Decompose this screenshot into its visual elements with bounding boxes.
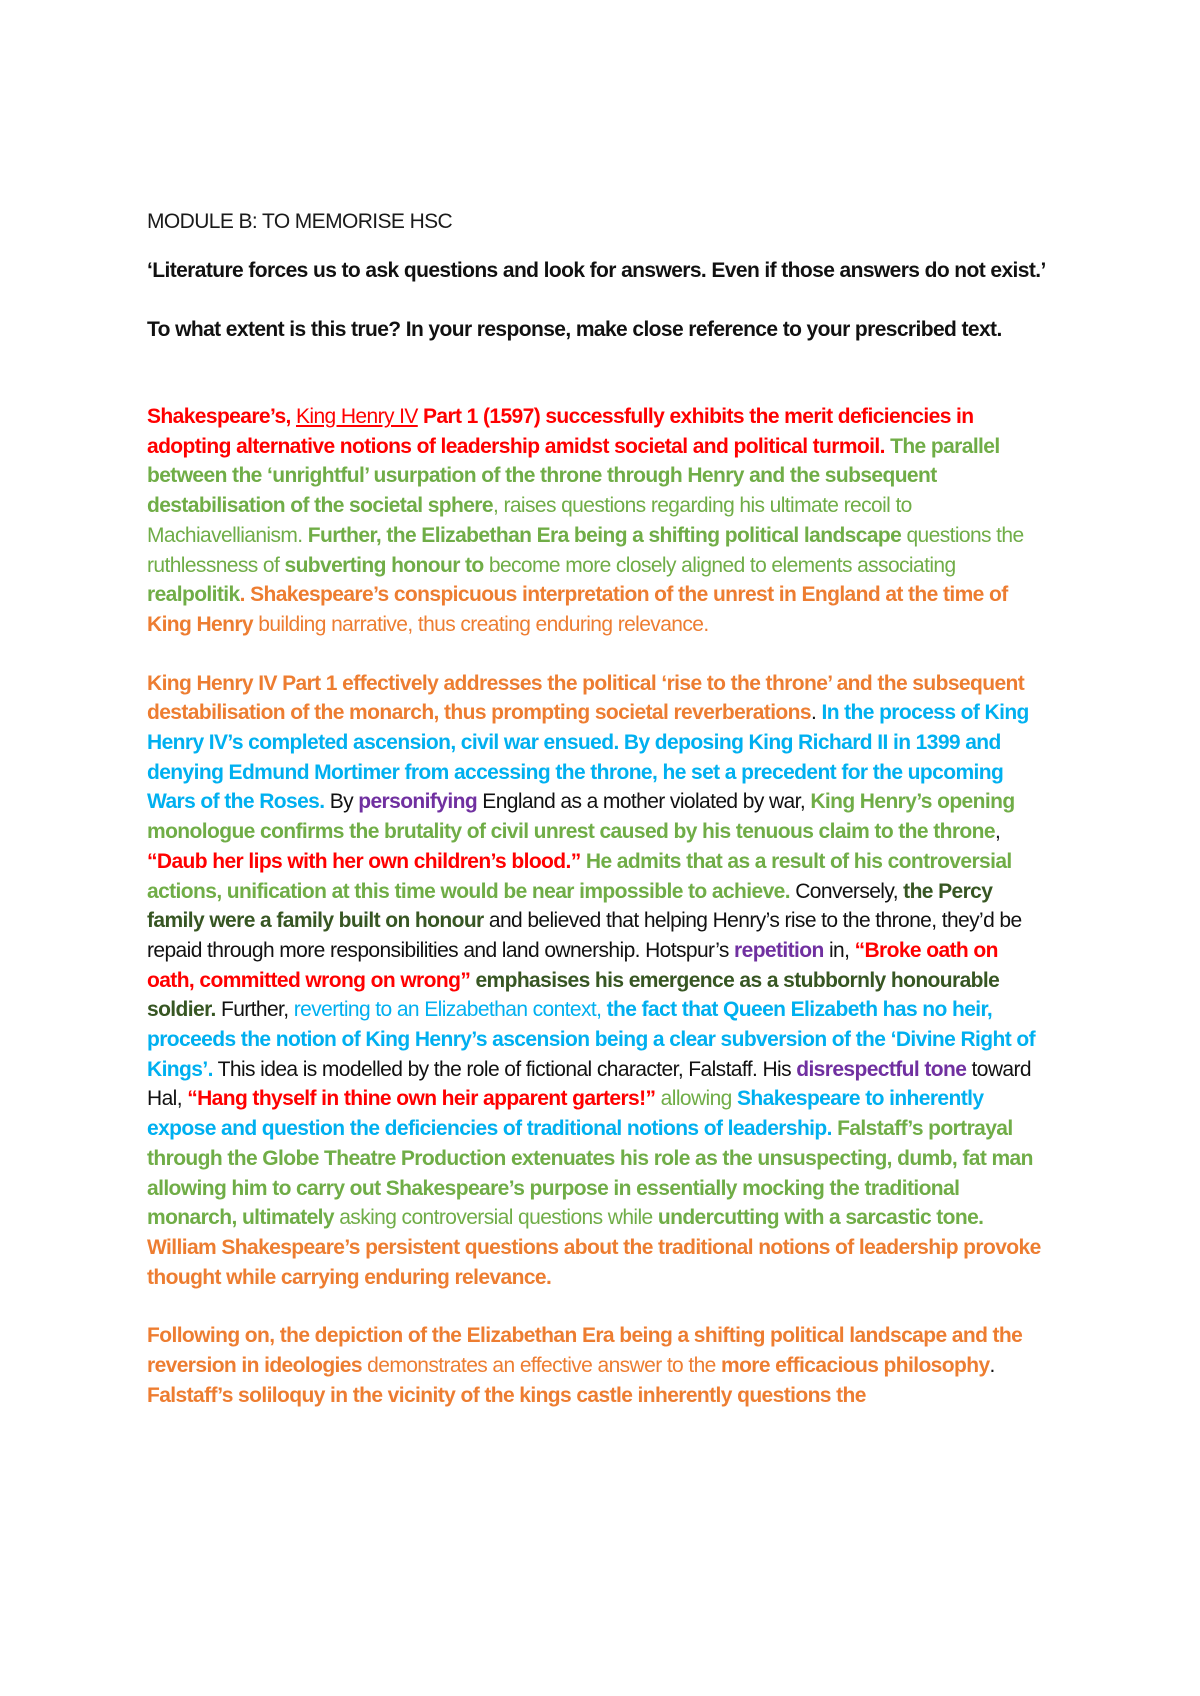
- body-paragraph-introduction: [147, 402, 1050, 640]
- module-heading: MODULE B: TO MEMORISE HSC: [147, 210, 453, 233]
- text-run: toward Hal,: [147, 1057, 1031, 1111]
- text-run: Further,: [215, 998, 294, 1022]
- text-run: building narrative, thus creating enduring relevance.: [253, 612, 709, 636]
- text-run: .: [989, 1354, 995, 1378]
- text-run: disrespectful tone: [796, 1057, 967, 1081]
- text-run: subverting honour to: [284, 553, 484, 577]
- text-run: undercutting with a sarcastic tone.: [657, 1206, 984, 1230]
- text-run: King Henry IV: [296, 405, 418, 428]
- essay-question: To what extent is this true? In your response, make close reference to your prescribed text.: [147, 317, 1002, 341]
- text-run: personifying: [358, 790, 478, 814]
- text-run: questions the ruthlessness of: [147, 523, 1024, 577]
- text-run: “Daub her lips with her own children’s blood.”: [147, 849, 581, 873]
- essay-quote: ‘Literature forces us to ask questions and look for answers. Even if those answers do not exist.’: [147, 259, 1046, 282]
- text-run: England as a mother violated by war,: [477, 790, 811, 814]
- text-run: The parallel between the ‘unrightful’ usurpation of the throne through Henry and the subsequent destabilisation of the societal sphere: [147, 434, 1000, 518]
- text-run: .: [810, 701, 822, 725]
- text-run: By: [324, 790, 359, 814]
- text-run: “Hang thyself in thine own heir apparent garters!”: [187, 1087, 656, 1111]
- text-run: This idea is modelled by the role of fictional character, Falstaff. His: [212, 1057, 797, 1081]
- text-run: In the process of King Henry IV’s completed ascension, civil war ensued. By deposing King Richard II in 1399 and denying Edmund Mortimer from accessing the throne, he set a precedent for the upcoming Wars of the Roses.: [147, 701, 1029, 814]
- text-run: King Henry IV Part 1 effectively addresses the political ‘rise to the throne’ and the subsequent destabilisation of the monarch, thus prompting societal reverberations: [147, 671, 1025, 725]
- text-run: Following on, the depiction of the Elizabethan Era being a shifting political landscape and the reversion in ideologies: [147, 1324, 1023, 1378]
- text-run: Further, the Elizabethan Era being a shifting political landscape: [307, 523, 902, 547]
- text-run: Shakespeare’s,: [147, 405, 296, 428]
- text-run: ,: [994, 820, 1001, 844]
- text-run: allowing: [655, 1087, 737, 1111]
- text-run: , raises questions regarding his ultimate recoil to Machiavellianism.: [147, 494, 912, 547]
- text-run: William Shakespeare’s persistent questions about the traditional notions of leadership provoke thought while carrying enduring relevance.: [147, 1235, 1041, 1289]
- body-paragraph-third: [147, 1321, 1050, 1410]
- text-run: demonstrates an effective answer to the: [361, 1354, 721, 1378]
- text-run: repetition: [734, 938, 824, 962]
- text-run: asking controversial questions while: [333, 1206, 658, 1230]
- text-run: reverting to an Elizabethan context,: [293, 998, 607, 1022]
- text-run: more efficacious philosophy: [721, 1354, 990, 1378]
- text-run: and believed that helping Henry’s rise to the throne, they’d be repaid through more responsibilities and land ownership. Hotspur’s: [147, 909, 1022, 962]
- text-run: Shakespeare to inherently expose and question the deficiencies of traditional notions of leadership.: [147, 1087, 984, 1141]
- text-run: King Henry’s opening monologue confirms the brutality of civil unrest caused by his tenuous claim to the throne: [147, 790, 1015, 844]
- text-run: realpolitik: [147, 583, 240, 607]
- text-run: Part 1 (1597) successfully exhibits the merit deficiencies in adopting alternative notions of leadership amidst societal and political turmoil.: [147, 405, 974, 458]
- body-paragraph-second: [147, 669, 1050, 1293]
- text-run: . Shakespeare’s conspicuous interpretation of the unrest in England at the time of King Henry: [147, 583, 1008, 636]
- text-run: the Percy family were a family built on honour: [147, 879, 993, 933]
- text-run: Falstaff’s portrayal through the Globe Theatre Production extenuates his role as the unsuspecting, dumb, fat man allowing him to carry out Shakespeare’s purpose in essentially mocking the traditional monarch, ultimately: [147, 1117, 1033, 1230]
- text-run: become more closely aligned to elements associating: [483, 553, 956, 577]
- text-run: in,: [823, 938, 855, 962]
- text-run: “Broke oath on oath, committed wrong on wrong”: [147, 938, 998, 992]
- text-run: the fact that Queen Elizabeth has no heir, proceeds the notion of King Henry’s ascension being a clear subversion of the ‘Divine Right of Kings’.: [147, 998, 1035, 1081]
- text-run: Conversely,: [789, 879, 904, 903]
- text-run: Falstaff’s soliloquy in the vicinity of the kings castle inherently questions the: [147, 1383, 866, 1407]
- text-run: emphasises his emergence as a stubbornly honourable soldier.: [147, 968, 1000, 1022]
- text-run: He admits that as a result of his controversial actions, unification at this time would be near impossible to achieve.: [147, 849, 1012, 903]
